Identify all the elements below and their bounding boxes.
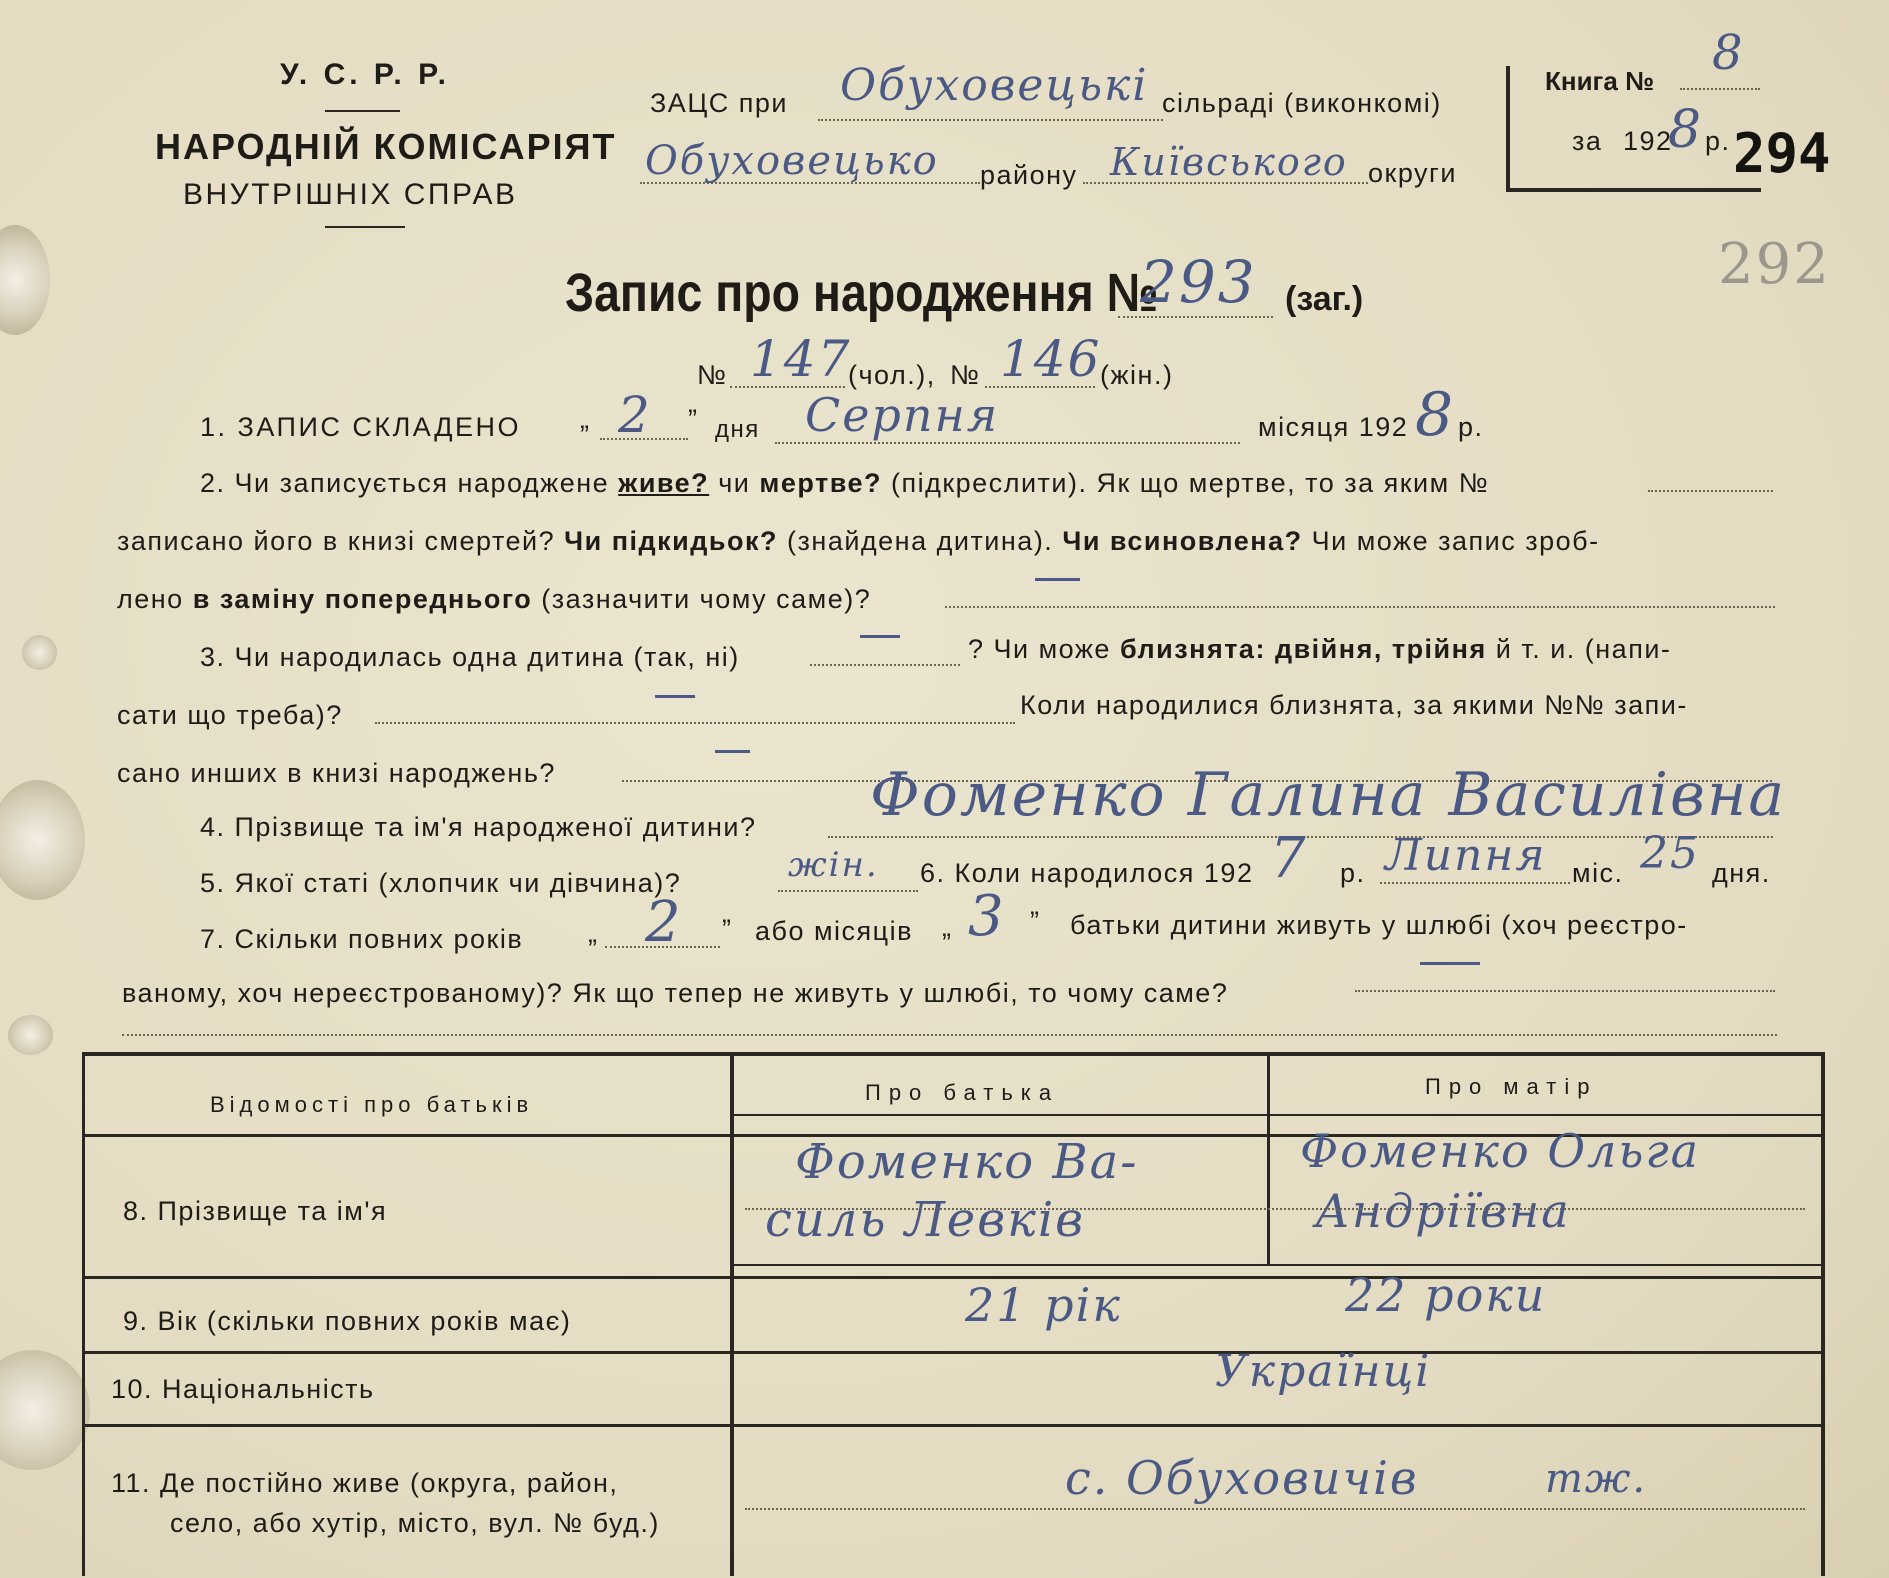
q6-r: р. [1340, 858, 1366, 888]
q7-line2: ваному, хоч нереєстрованому)? Як що тепер не живуть у шлюбі, то чому саме? [122, 978, 1229, 1008]
q6-dnia: дня. [1712, 858, 1771, 888]
q2-adopted: Чи всиновлена? [1062, 526, 1303, 556]
record-number: 293 [1140, 248, 1257, 316]
q3-line1 [200, 642, 740, 673]
female-record-number: 146 [1000, 330, 1102, 388]
q3-twins: близнята: двійня, трійня [1119, 634, 1487, 664]
q2-dead: мертве? [759, 468, 882, 498]
parents-table [82, 1052, 1825, 1576]
year-print: 192 [1623, 126, 1673, 156]
q6-label: 6. Коли народилося 192 [920, 858, 1254, 888]
divider [325, 226, 405, 228]
book-box-bottom [1506, 188, 1761, 192]
row-divider [730, 1114, 1821, 1116]
punch-hole [0, 225, 50, 335]
q2-l2e: Чи може запис зроб- [1311, 526, 1600, 556]
row9-label: 9. Вік (скільки повних років має) [123, 1306, 572, 1336]
row11-residence-mother: тж. [1545, 1456, 1648, 1502]
row-divider [85, 1276, 1821, 1279]
q6-month: Липня [1385, 830, 1547, 881]
pencil-number: 292 [1718, 232, 1831, 297]
stamp-number: 294 [1733, 122, 1831, 185]
row8-label: 8. Прізвище та ім'я [123, 1196, 388, 1226]
record-title: Запис про народження № [565, 263, 1159, 323]
q7-years: 2 [645, 890, 683, 955]
row10-label: 10. Національність [111, 1374, 375, 1404]
female-no-label: № [950, 360, 981, 390]
dash-mark [655, 695, 695, 698]
row8-mother-l2: Андріївна [1315, 1184, 1571, 1238]
record-title-suffix: (заг.) [1285, 280, 1364, 318]
row11-residence: с. Обуховичів [1065, 1451, 1419, 1505]
dash-mark [860, 635, 900, 638]
row11-label-l1: 11. Де постійно живе (округа, район, [111, 1468, 619, 1498]
q2-line2 [117, 526, 1600, 557]
book-label: Книга № [1545, 66, 1655, 96]
header-father: Про батька [865, 1080, 1060, 1105]
q2-death-no-line [1648, 466, 1773, 492]
female-label: (жін.) [1100, 360, 1174, 390]
q5-label: 5. Якої статі (хлопчик чи дівчина)? [200, 868, 682, 898]
okrug-name: Київського [1110, 140, 1348, 184]
q2-l3c: (зазначити чому саме)? [541, 584, 872, 614]
row8-father-l2: силь Левків [765, 1192, 1086, 1248]
row8-mother-l1: Фоменко Ольга [1300, 1124, 1701, 1178]
q3-l1b: ? Чи може [968, 634, 1111, 664]
q2-l2c: (знайдена дитина). [787, 526, 1054, 556]
dash-mark [1420, 962, 1480, 965]
dash-mark [1035, 578, 1080, 581]
q3-line2b: Коли народилися близнята, за якими №№ запи- [1020, 690, 1688, 720]
header-mother: Про матір [1425, 1074, 1598, 1099]
ussr-label: У. С. Р. Р. [280, 58, 450, 91]
q3-single-line [810, 640, 960, 666]
q2-reason-line [945, 582, 1775, 608]
q7-months: 3 [968, 884, 1006, 949]
q2-l3a: лено [117, 584, 184, 614]
q6-mis: міс. [1572, 858, 1624, 888]
q3-line1b [968, 634, 1671, 665]
male-label: (чол.), [848, 360, 936, 390]
row-divider [85, 1424, 1821, 1427]
q2-alive: живе? [618, 468, 710, 498]
q1-open-quote: „ [580, 404, 591, 434]
q7-quote-close: ” [722, 914, 733, 944]
q1-r: р. [1458, 412, 1484, 442]
zags-prefix: ЗАЦС при [650, 88, 789, 118]
year-suffix: р. [1705, 126, 1731, 156]
q3-line2a: сати що треба)? [117, 700, 343, 730]
q7-line1c: батьки дитини живуть у шлюбі (хоч реєстро- [1070, 910, 1688, 940]
row9-mother: 22 роки [1345, 1268, 1547, 1322]
q7-label: 7. Скільки повних років [200, 924, 524, 954]
year-prefix: за [1572, 126, 1603, 156]
row8-father-l1: Фоменко Ва- [795, 1134, 1139, 1190]
q2-l1e: (підкреслити). Як що мертве, то за яким № [890, 468, 1490, 498]
q4-child-name: Фоменко Галина Василівна [870, 760, 1787, 830]
q2-l1a: 2. Чи записується народжене [200, 468, 610, 498]
q3-l1a: 3. Чи народилась одна дитина (так, ні) [200, 642, 740, 672]
punch-hole [22, 635, 57, 670]
ministry-subtitle: ВНУТРІШНІХ СПРАВ [183, 178, 518, 211]
q2-l1c: чи [718, 468, 751, 498]
district-name: Обуховецько [645, 138, 939, 184]
book-number: 8 [1712, 25, 1745, 81]
q2-replacement: в заміну попереднього [192, 584, 533, 614]
male-record-number: 147 [750, 330, 852, 388]
q6-year: 7 [1270, 826, 1308, 891]
q2-foundling: Чи підкидьок? [564, 526, 779, 556]
q7-months-label: або місяців [755, 916, 913, 946]
q4-label: 4. Прізвище та ім'я народженої дитини? [200, 812, 757, 842]
punch-hole [0, 780, 85, 900]
zags-village: Обуховецькі [840, 60, 1149, 111]
q7-reason-line [1355, 966, 1775, 992]
okrug-label: округи [1368, 158, 1457, 188]
q7-reason-line2 [122, 1010, 1777, 1036]
col-divider [1267, 1056, 1270, 1266]
q7-quote-open: „ [588, 918, 599, 948]
q5-sex: жін. [788, 845, 879, 885]
q1-month-label: місяця 192 [1258, 412, 1409, 442]
row11-label-l2: село, або хутір, місто, вул. № буд.) [170, 1508, 660, 1538]
row10-nationality: Українці [1215, 1346, 1432, 1397]
male-no-label: № [697, 360, 728, 390]
zags-suffix: сільраді (виконкомі) [1162, 88, 1442, 118]
row-divider [85, 1351, 1821, 1354]
q7-quote-close2: ” [1030, 906, 1041, 936]
q6-day: 25 [1640, 828, 1700, 879]
district-label: району [980, 160, 1078, 190]
q7-quote-open2: „ [942, 912, 953, 942]
q1-day: 2 [618, 386, 652, 444]
q1-day-label: дня [715, 416, 760, 443]
row-divider [730, 1264, 1821, 1266]
q3-line3: сано инших в книзі народжень? [117, 758, 556, 788]
header-info: Відомості про батьків [210, 1092, 534, 1117]
dash-mark [715, 750, 750, 753]
q1-close-quote: ” [688, 404, 699, 434]
q2-l2a: записано його в книзі смертей? [117, 526, 556, 556]
q1-label: 1. ЗАПИС СКЛАДЕНО [200, 412, 521, 442]
q3-l1d: й т. и. (напи- [1495, 634, 1672, 664]
row9-father: 21 рік [965, 1278, 1122, 1332]
divider [325, 110, 400, 112]
punch-hole [0, 1350, 90, 1470]
q1-month: Серпня [805, 388, 1000, 442]
row11-line [745, 1484, 1805, 1510]
q3-twins-line [375, 698, 1015, 724]
q1-year: 8 [1415, 380, 1456, 450]
book-box-left [1506, 66, 1510, 192]
ministry-title: НАРОДНІЙ КОМІСАРІЯТ [155, 126, 617, 167]
row8-line [745, 1184, 1805, 1210]
year-handwritten: 8 [1668, 100, 1704, 160]
q2-line1 [200, 468, 1489, 499]
punch-hole [8, 1015, 53, 1055]
q2-line3 [117, 584, 871, 615]
